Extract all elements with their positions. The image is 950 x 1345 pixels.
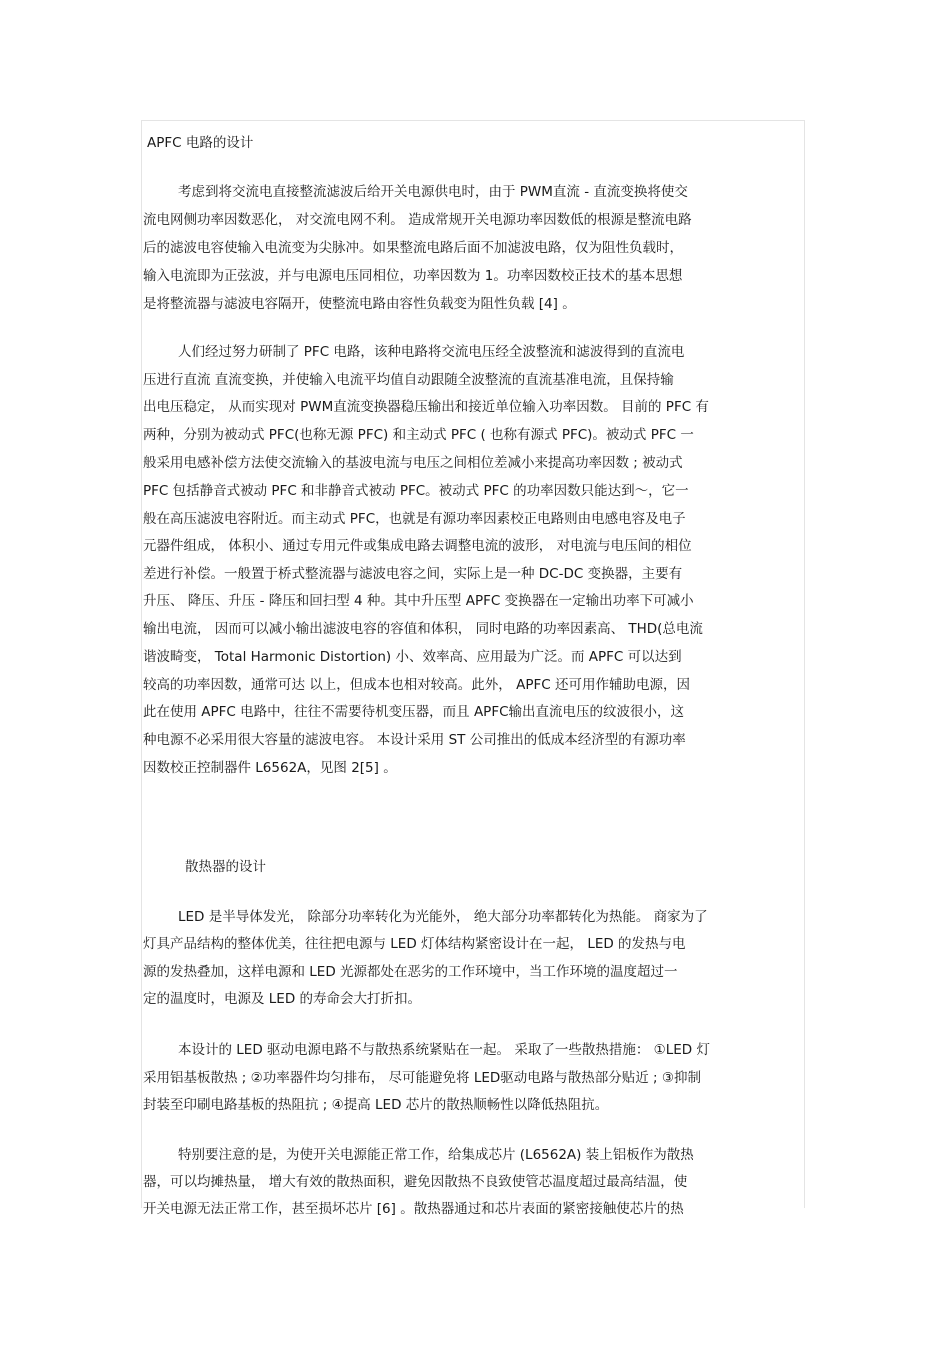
- text-line: LED 是半导体发光， 除部分功率转化为光能外， 绝大部分功率都转化为热能。 商家为了: [178, 909, 708, 925]
- text-line: 般在高压滤波电容附近。而主动式 PFC，也就是有源功率因素校正电路则由电感电容及电子: [143, 511, 686, 527]
- text-line: 灯具产品结构的整体优美，往往把电源与 LED 灯体结构紧密设计在一起， LED 的发热与电: [143, 936, 686, 952]
- text-line: 元器件组成， 体积小、通过专用元件或集成电路去调整电流的波形， 对电流与电压间的相位: [143, 538, 692, 554]
- text-line: 般采用电感补偿方法使交流输入的基波电流与电压之间相位差减小来提高功率因数 ; 被动式: [143, 455, 683, 471]
- text-line: 封装至印刷电路基板的热阻抗 ; ④提高 LED 芯片的散热顺畅性以降低热阻抗。: [143, 1097, 609, 1113]
- section-heading: APFC 电路的设计: [147, 135, 254, 151]
- text-line: 考虑到将交流电直接整流滤波后给开关电源供电时，由于 PWM直流 - 直流变换将使交: [178, 184, 688, 200]
- text-line: 后的滤波电容使输入电流变为尖脉冲。如果整流电路后面不加滤波电路，仅为阻性负载时，: [143, 240, 683, 256]
- text-line: 源的发热叠加，这样电源和 LED 光源都处在恶劣的工作环境中，当工作环境的温度超过一: [143, 964, 678, 980]
- text-line: 升压、 降压、升压 - 降压和回扫型 4 种。其中升压型 APFC 变换器在一定输出功率下可减小: [143, 593, 694, 609]
- text-line: 本设计的 LED 驱动电源电路不与散热系统紧贴在一起。 采取了一些散热措施： ①LED 灯: [178, 1042, 710, 1058]
- text-line: 器，可以均摊热量， 增大有效的散热面积，避免因散热不良致使管芯温度超过最高结温，使: [143, 1174, 688, 1190]
- text-line: 出电压稳定， 从而实现对 PWM直流变换器稳压输出和接近单位输入功率因数。 目前的 PFC 有: [143, 399, 709, 415]
- text-line: 此在使用 APFC 电路中，往往不需要待机变压器，而且 APFC输出直流电压的纹波很小，这: [143, 704, 685, 720]
- text-line: 谐波畸变， Total Harmonic Distortion) 小、效率高、应用最为广泛。而 APFC 可以达到: [143, 649, 682, 665]
- text-line: 特别要注意的是，为使开关电源能正常工作，给集成芯片 (L6562A) 装上铝板作为散热: [178, 1147, 694, 1163]
- text-line: 输入电流即为正弦波，并与电源电压同相位，功率因数为 1。功率因数校正技术的基本思想: [143, 268, 683, 284]
- text-line: 因数校正控制器件 L6562A，见图 2[5] 。: [143, 760, 397, 776]
- text-line: 输出电流， 因而可以减小输出滤波电容的容值和体积， 同时电路的功率因素高、 THD(总电流: [143, 621, 703, 637]
- text-line: 种电源不必采用很大容量的滤波电容。 本设计采用 ST 公司推出的低成本经济型的有源功率: [143, 732, 686, 748]
- text-line: 开关电源无法正常工作，甚至损坏芯片 [6] 。散热器通过和芯片表面的紧密接触使芯片的热: [143, 1201, 684, 1217]
- text-line: 人们经过努力研制了 PFC 电路，该种电路将交流电压经全波整流和滤波得到的直流电: [178, 344, 685, 360]
- text-line: 流电网侧功率因数恶化， 对交流电网不利。 造成常规开关电源功率因数低的根源是整流电路: [143, 212, 692, 228]
- text-line: 压进行直流 直流变换，并使输入电流平均值自动跟随全波整流的直流基准电流，且保持输: [143, 372, 674, 388]
- text-line: 两种，分别为被动式 PFC(也称无源 PFC) 和主动式 PFC ( 也称有源式 PFC)。被动式 PFC 一: [143, 427, 694, 443]
- text-line: PFC 包括静音式被动 PFC 和非静音式被动 PFC。被动式 PFC 的功率因数只能达到～，它一: [143, 483, 689, 499]
- text-line: 采用铝基板散热 ; ②功率器件均匀排布， 尽可能避免将 LED驱动电路与散热部分贴近 ; ③抑制: [143, 1070, 701, 1086]
- text-line: 较高的功率因数，通常可达 以上，但成本也相对较高。此外， APFC 还可用作辅助电源，因: [143, 677, 690, 693]
- text-line: 差进行补偿。一般置于桥式整流器与滤波电容之间，实际上是一种 DC-DC 变换器，主要有: [143, 566, 683, 582]
- section-heading: 散热器的设计: [185, 859, 266, 875]
- text-line: 是将整流器与滤波电容隔开，使整流电路由容性负载变为阻性负载 [4] 。: [143, 296, 576, 312]
- text-line: 定的温度时，电源及 LED 的寿命会大打折扣。: [143, 991, 422, 1007]
